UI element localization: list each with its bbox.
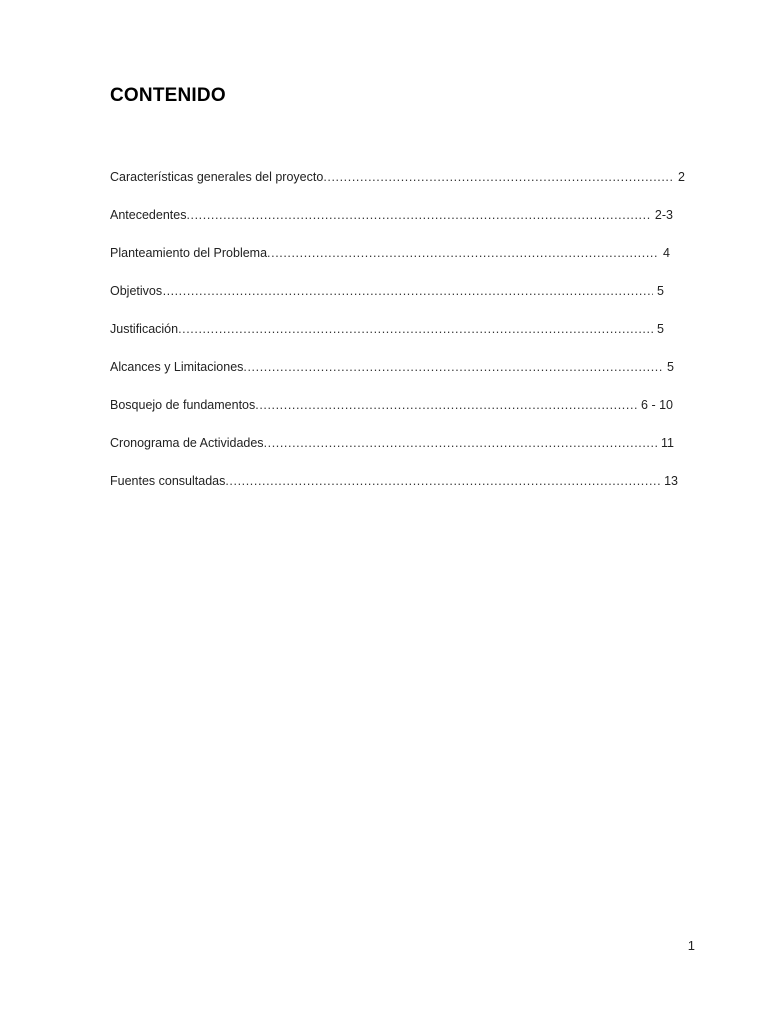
toc-dot-leader (264, 436, 657, 450)
toc-entry-label: Antecedentes (110, 208, 187, 222)
toc-entry (110, 474, 678, 492)
toc-entry-label: Planteamiento del Problema (110, 246, 268, 260)
toc-dot-leader (323, 170, 674, 184)
toc-dot-leader (178, 322, 653, 336)
toc-entry-page: 2-3 (654, 208, 673, 222)
toc-dot-leader (225, 474, 660, 488)
toc-entry (110, 208, 673, 226)
toc-entry-page: 2 (678, 170, 685, 184)
toc-entry (110, 322, 664, 340)
toc-entry-page: 4 (663, 246, 670, 260)
page-number: 1 (687, 938, 695, 953)
toc-entry-page: 11 (661, 436, 674, 450)
toc-entry (110, 398, 673, 416)
toc-entry-page: 5 (667, 360, 674, 374)
toc-entry-page: 5 (657, 284, 664, 298)
toc-entry (110, 246, 670, 264)
toc-entry (110, 284, 664, 302)
toc-entry-page: 5 (657, 322, 664, 336)
toc-dot-leader (175, 284, 653, 298)
page-title: CONTENIDO (110, 85, 226, 106)
toc-dot-leader (267, 246, 659, 260)
toc-entry-page: 13 (664, 474, 678, 488)
toc-entry-page: 6 - 10 (641, 398, 673, 412)
toc-entry (110, 170, 685, 188)
toc-entry-label: Alcances y Limitaciones (110, 360, 244, 374)
toc-entry-label: Cronograma de Actividades (110, 436, 264, 450)
toc-dot-leader (186, 208, 650, 222)
toc-entry-label: Características generales del proyecto (110, 170, 324, 184)
toc-entry-label: Fuentes consultadas (110, 474, 226, 488)
toc-entry-label: Objetivos… (110, 284, 175, 298)
toc-entry (110, 436, 674, 454)
toc-entry-label: Justificación (110, 322, 179, 336)
toc-dot-leader (255, 398, 637, 412)
toc-dot-leader (243, 360, 663, 374)
toc-entry (110, 360, 674, 378)
toc-entry-label: Bosquejo de fundamentos (110, 398, 256, 412)
